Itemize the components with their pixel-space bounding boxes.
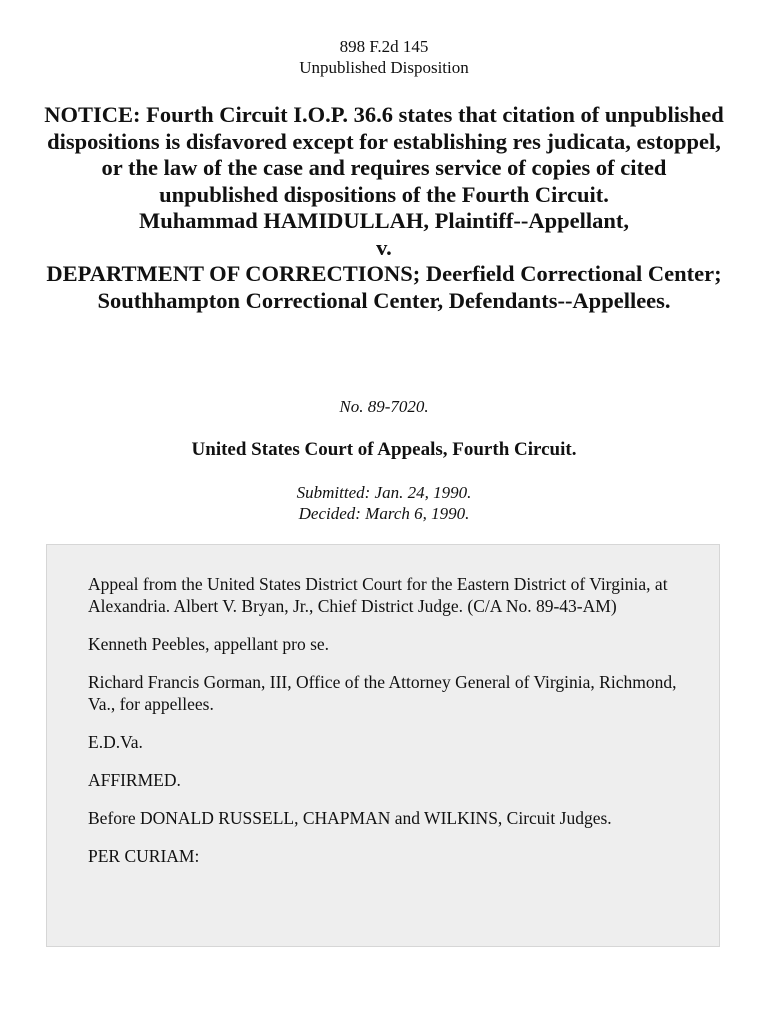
case-details-panel bbox=[46, 544, 720, 947]
case-dates bbox=[0, 482, 768, 524]
submitted-date: Submitted: Jan. 24, 1990. bbox=[296, 483, 472, 502]
citation-header bbox=[0, 36, 768, 78]
case-caption bbox=[40, 102, 728, 314]
court-name: United States Court of Appeals, Fourth Circuit. bbox=[191, 439, 577, 460]
appellant-counsel: Kenneth Peebles, appellant pro se. bbox=[88, 634, 330, 654]
disposition: AFFIRMED. bbox=[88, 770, 181, 790]
judges-panel: Before DONALD RUSSELL, CHAPMAN and WILKINS, Circuit Judges. bbox=[88, 808, 612, 828]
citation-notice: NOTICE: Fourth Circuit I.O.P. 36.6 states that citation of unpublished dispositions is disfavored except for establishing res judicata, estoppel, or the law of the case and requires service of copies of cited unpublished dispositions of the Fourth Circuit. bbox=[44, 102, 724, 207]
opinion-author: PER CURIAM: bbox=[88, 846, 200, 866]
plaintiff-line: Muhammad HAMIDULLAH, Plaintiff--Appellant, bbox=[138, 208, 629, 233]
reporter-citation: 898 F.2d 145 bbox=[339, 37, 429, 56]
publication-status: Unpublished Disposition bbox=[299, 58, 469, 77]
appeal-from-paragraph: Appeal from the United States District Court for the Eastern District of Virginia, at Alexandria. Albert V. Bryan, Jr., Chief District Judge. (C/A No. 89-43-AM) bbox=[88, 574, 668, 616]
defendants-line-2: Southhampton Correctional Center, Defendants--Appellees. bbox=[97, 287, 671, 313]
appellee-counsel: Richard Francis Gorman, III, Office of the Attorney General of Virginia, Richmond, Va., for appellees. bbox=[88, 672, 677, 714]
versus-line: v. bbox=[376, 234, 392, 260]
district-abbreviation: E.D.Va. bbox=[88, 732, 143, 752]
defendants-line-1: DEPARTMENT OF CORRECTIONS; Deerfield Correctional Center; bbox=[46, 261, 722, 286]
docket-number: No. 89-7020. bbox=[339, 397, 429, 416]
case-details-body bbox=[88, 573, 688, 883]
decided-date: Decided: March 6, 1990. bbox=[298, 504, 470, 523]
